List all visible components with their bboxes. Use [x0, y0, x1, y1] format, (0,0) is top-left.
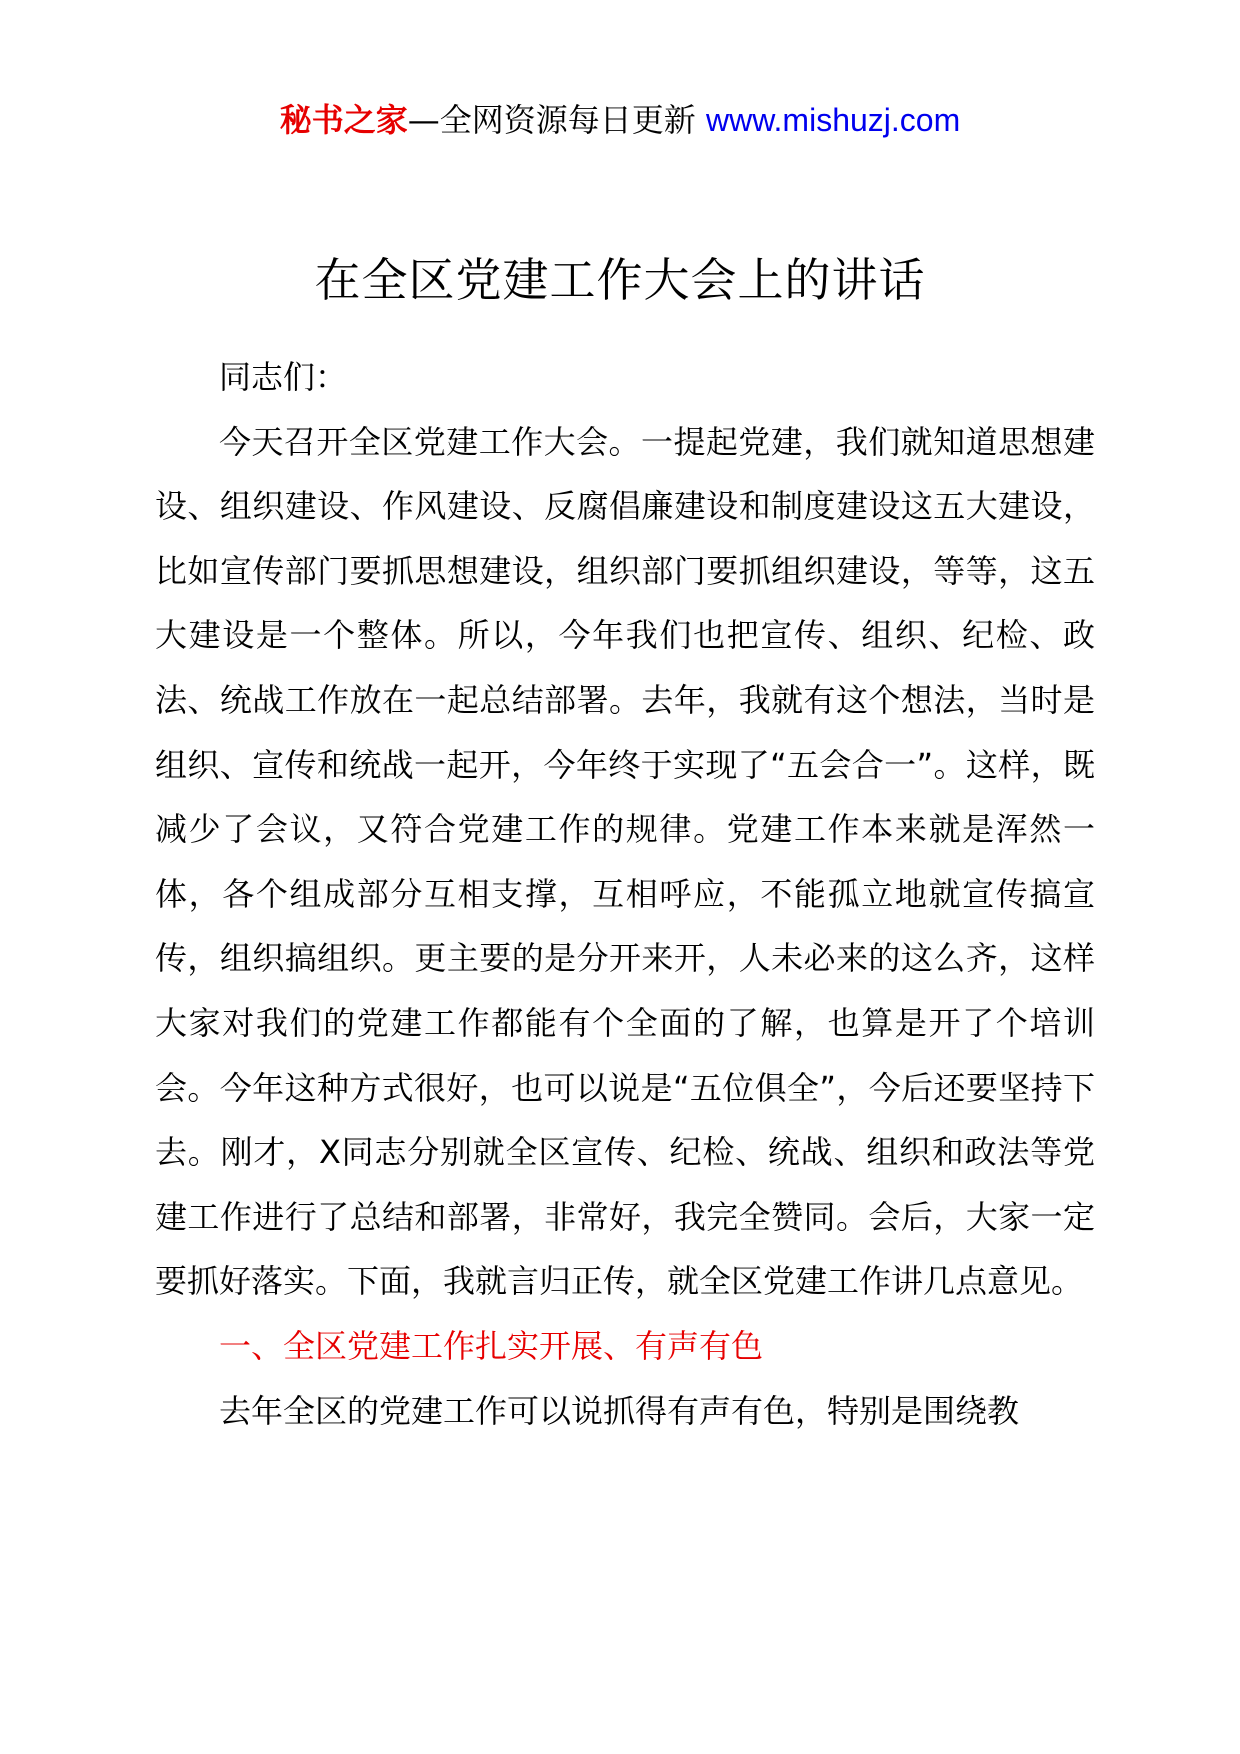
- header-tagline: —全网资源每日更新: [407, 101, 706, 139]
- salutation: 同志们：: [219, 358, 348, 396]
- site-header: [0, 90, 1240, 150]
- document-body: [155, 345, 1095, 1443]
- section-heading: 一、全区党建工作扎实开展、有声有色: [219, 1326, 764, 1365]
- site-link[interactable]: www.mishuzj.com: [705, 102, 961, 138]
- document-title: 在全区党建工作大会上的讲话: [314, 253, 926, 307]
- section-paragraph: 去年全区的党建工作可以说抓得有声有色，特别是围绕教: [219, 1391, 1020, 1430]
- brand-name: 秘书之家: [279, 101, 408, 139]
- body-paragraph: 今天召开全区党建工作大会。一提起党建，我们就知道思想建设、组织建设、作风建设、反腐倡廉建设和制度建设这五大建设，比如宣传部门要抓思想建设，组织部门要抓组织建设，等等，这五大建设是一个整体。所以，今年我们也把宣传、组织、纪检、政法、统战工作放在一起总结部署。去年，我就有这个想法，当时是组织、宣传和统战一起开，今年终于实现了“五会合一”。这样，既减少了会议，又符合党建工作的规律。党建工作本来就是浑然一体，各个组成部分互相支撑，互相呼应，不能孤立地就宣传搞宣传，组织搞组织。更主要的是分开来开，人未必来的这么齐，这样大家对我们的党建工作都能有个全面的了解，也算是开了个培训会。今年这种方式很好，也可以说是“五位俱全”，今后还要坚持下去。刚才，X同志分别就全区宣传、纪检、统战、组织和政法等党建工作进行了总结和部署，非常好，我完全赞同。会后，大家一定要抓好落实。下面，我就言归正传，就全区党建工作讲几点意见。: [155, 422, 1095, 1301]
